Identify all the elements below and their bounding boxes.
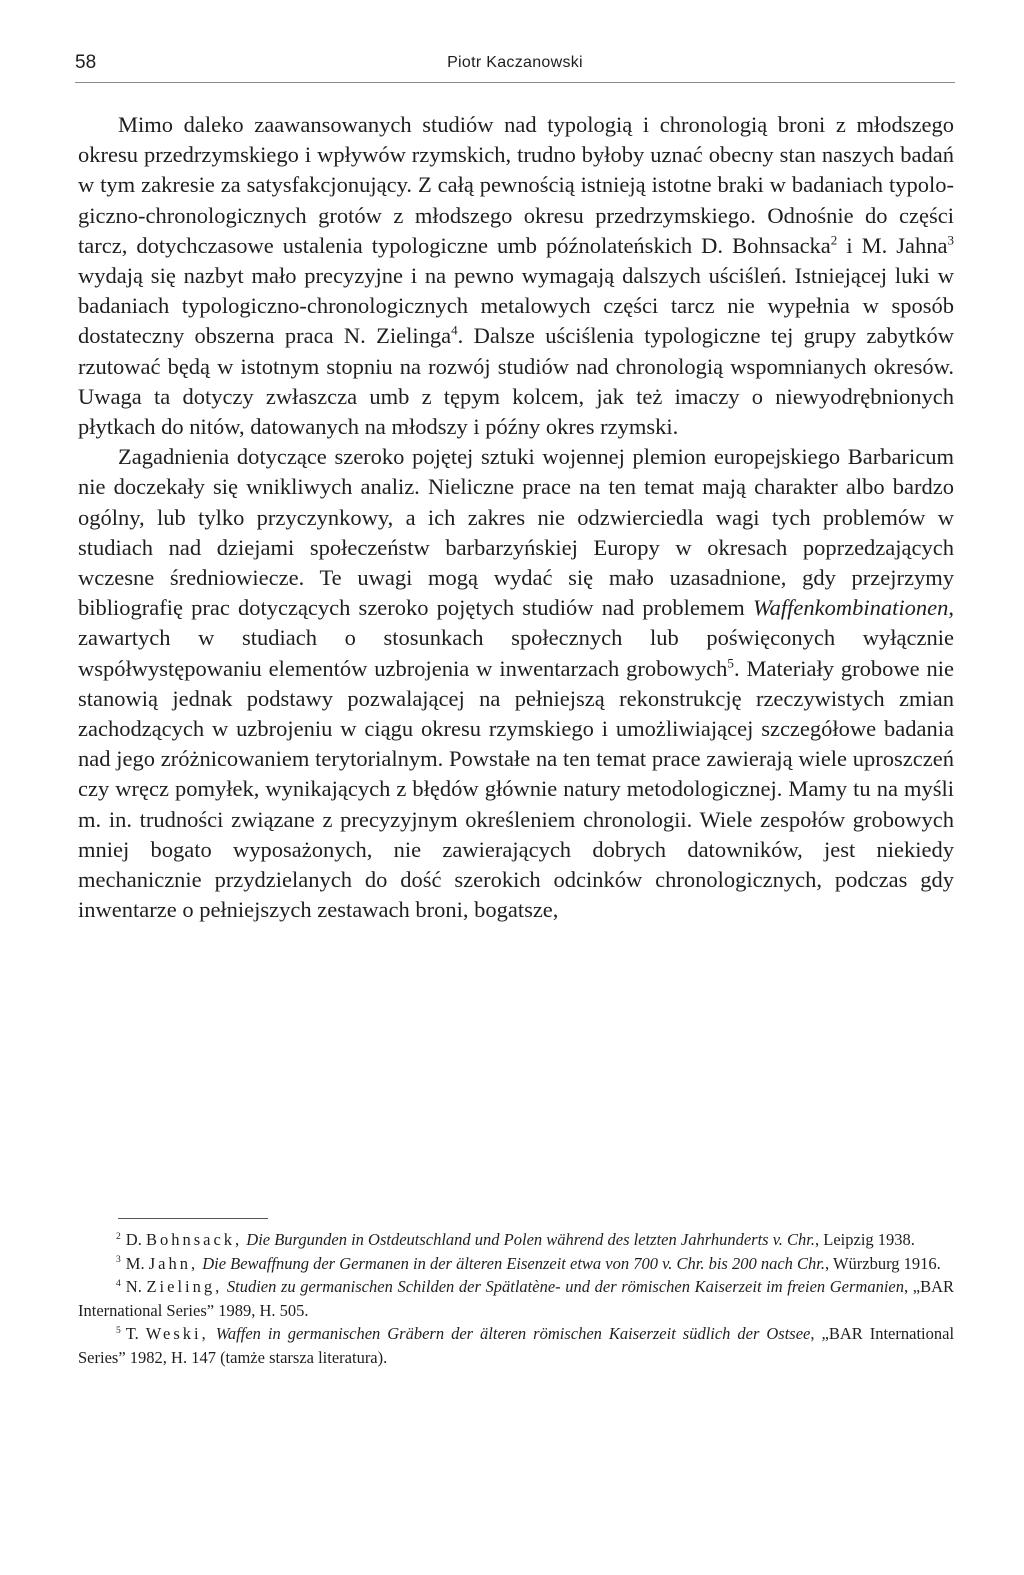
- footnote-2: $^2$ D. Bohnsack, Die Burgunden in Ostdeutschland und Polen während des letzten Jahrhunderts v. Chr., Leipzig 1938.: [116, 1230, 915, 1249]
- footnote-ref-2: 2: [830, 232, 838, 248]
- paragraph-1: Mimo daleko zaawansowanych studiów nad typologią i chronologią broni z młodszego okresu przedrzymskiego i wpływów rzymskich, trudno byłoby uznać obecny stan naszych badań w tym zakresie za satysfakcjonujący. Z całą pewnością istnieją istotne braki w badaniach typologiczno-chronologicznych grotów z młodszego okresu przedrzymskiego. Odnośnie do części tarcz, dotychczasowe ustalenia typologiczne umb późnolateńskich D. Bohnsacka$^2$ i M. Jahna$^3$ wydają się nazbyt mało precyzyjne i na pewno wymagają dalszych uściśleń. Istniejącej luki w badaniach typologiczno-chronologicznych metalowych części tarcz nie wypełnia w sposób dostateczny obszerna praca N. Zielinga$^4$. Dalsze uściślenia typologiczne tej grupy zabytków rzutować będą w istotnym stopniu na rozwój studiów nad chronologią wspomnianych okresów. Uwaga ta dotyczy zwłaszcza umb z tępym kolcem, jak też imaczy o niewyodrębnionych płytkach do nitów, datowanych na młodszy i późny okres rzymski.: [78, 112, 954, 440]
- page-number: 58: [75, 52, 97, 73]
- footnote-5: $^5$ T. Weski, Waffen in germanischen Gräbern der älteren römischen Kaiserzeit südlich der Ostsee, „BAR International Series” 1982, H. 147 (tamże starsza literatura).: [78, 1324, 955, 1367]
- footnote-4: $^4$ N. Zieling, Studien zu germanischen Schilden der Spätlatène- und der römischen Kaiserzeit im freien Germanien, „BAR International Series” 1989, H. 505.: [78, 1277, 954, 1320]
- footnote-separator: [118, 1218, 268, 1219]
- footnotes: [78, 1228, 954, 1369]
- footnote-ref-4: 4: [451, 322, 458, 338]
- body-text: [78, 110, 954, 925]
- running-head-author: Piotr Kaczanowski: [447, 54, 583, 71]
- italic-term: Waffenkombinationen: [752, 595, 949, 621]
- footnote-ref-3: 3: [947, 232, 954, 248]
- page-header: [75, 48, 955, 83]
- footnote-ref-5: 5: [727, 655, 734, 671]
- paragraph-2: Zagadnienia dotyczące szeroko pojętej sztuki wojennej plemion europejskiego Barbaricum nie doczekały się wnikliwych analiz. Nieliczne prace na ten temat mają charakter albo bardzo ogólny, lub tylko przyczynkowy, a ich zakres nie odzwierciedla wagi tych problemów w studiach nad dziejami społeczeństw barbarzyńskiej Europy w okresach poprzedzających wczesne średniowiecze. Te uwagi mogą wydać się mało uzasadnione, gdy przejrzymy bibliografię prac dotyczących szeroko pojętych studiów nad problemem Waffenkombinationen, zawartych w studiach o stosunkach społecznych lub poświęconych wyłącznie współwystępowaniu elementów uzbrojenia w inwentarzach grobowych$^5$. Materiały grobowe nie stanowią jednak podstawy pozwalającej na pełniejszą rekonstrukcję rzeczywistych zmian zachodzących w uzbrojeniu w ciągu okresu rzymskiego i umożliwiającej szczegółowe badania nad jego zróżnicowaniem terytorialnym. Powstałe na ten temat prace zawierają wiele uproszczeń czy wręcz pomyłek, wynikających z błędów głównie natury metodologicznej. Mamy tu na myśli m. in. trudności związane z precyzyjnym określeniem chronologii. Wiele zespołów grobowych mniej bogato wyposażonych, nie zawierających dobrych datowników, jest niekiedy mechanicznie przydzielanych do dość szerokich odcinków chronologicznych, podczas gdy inwentarze o pełniejszych zestawach broni, bogatsze,: [78, 444, 954, 923]
- footnote-3: $^3$ M. Jahn, Die Bewaffnung der Germanen in der älteren Eisenzeit etwa von 700 v. Chr. bis 200 nach Chr., Würzburg 1916.: [116, 1253, 941, 1273]
